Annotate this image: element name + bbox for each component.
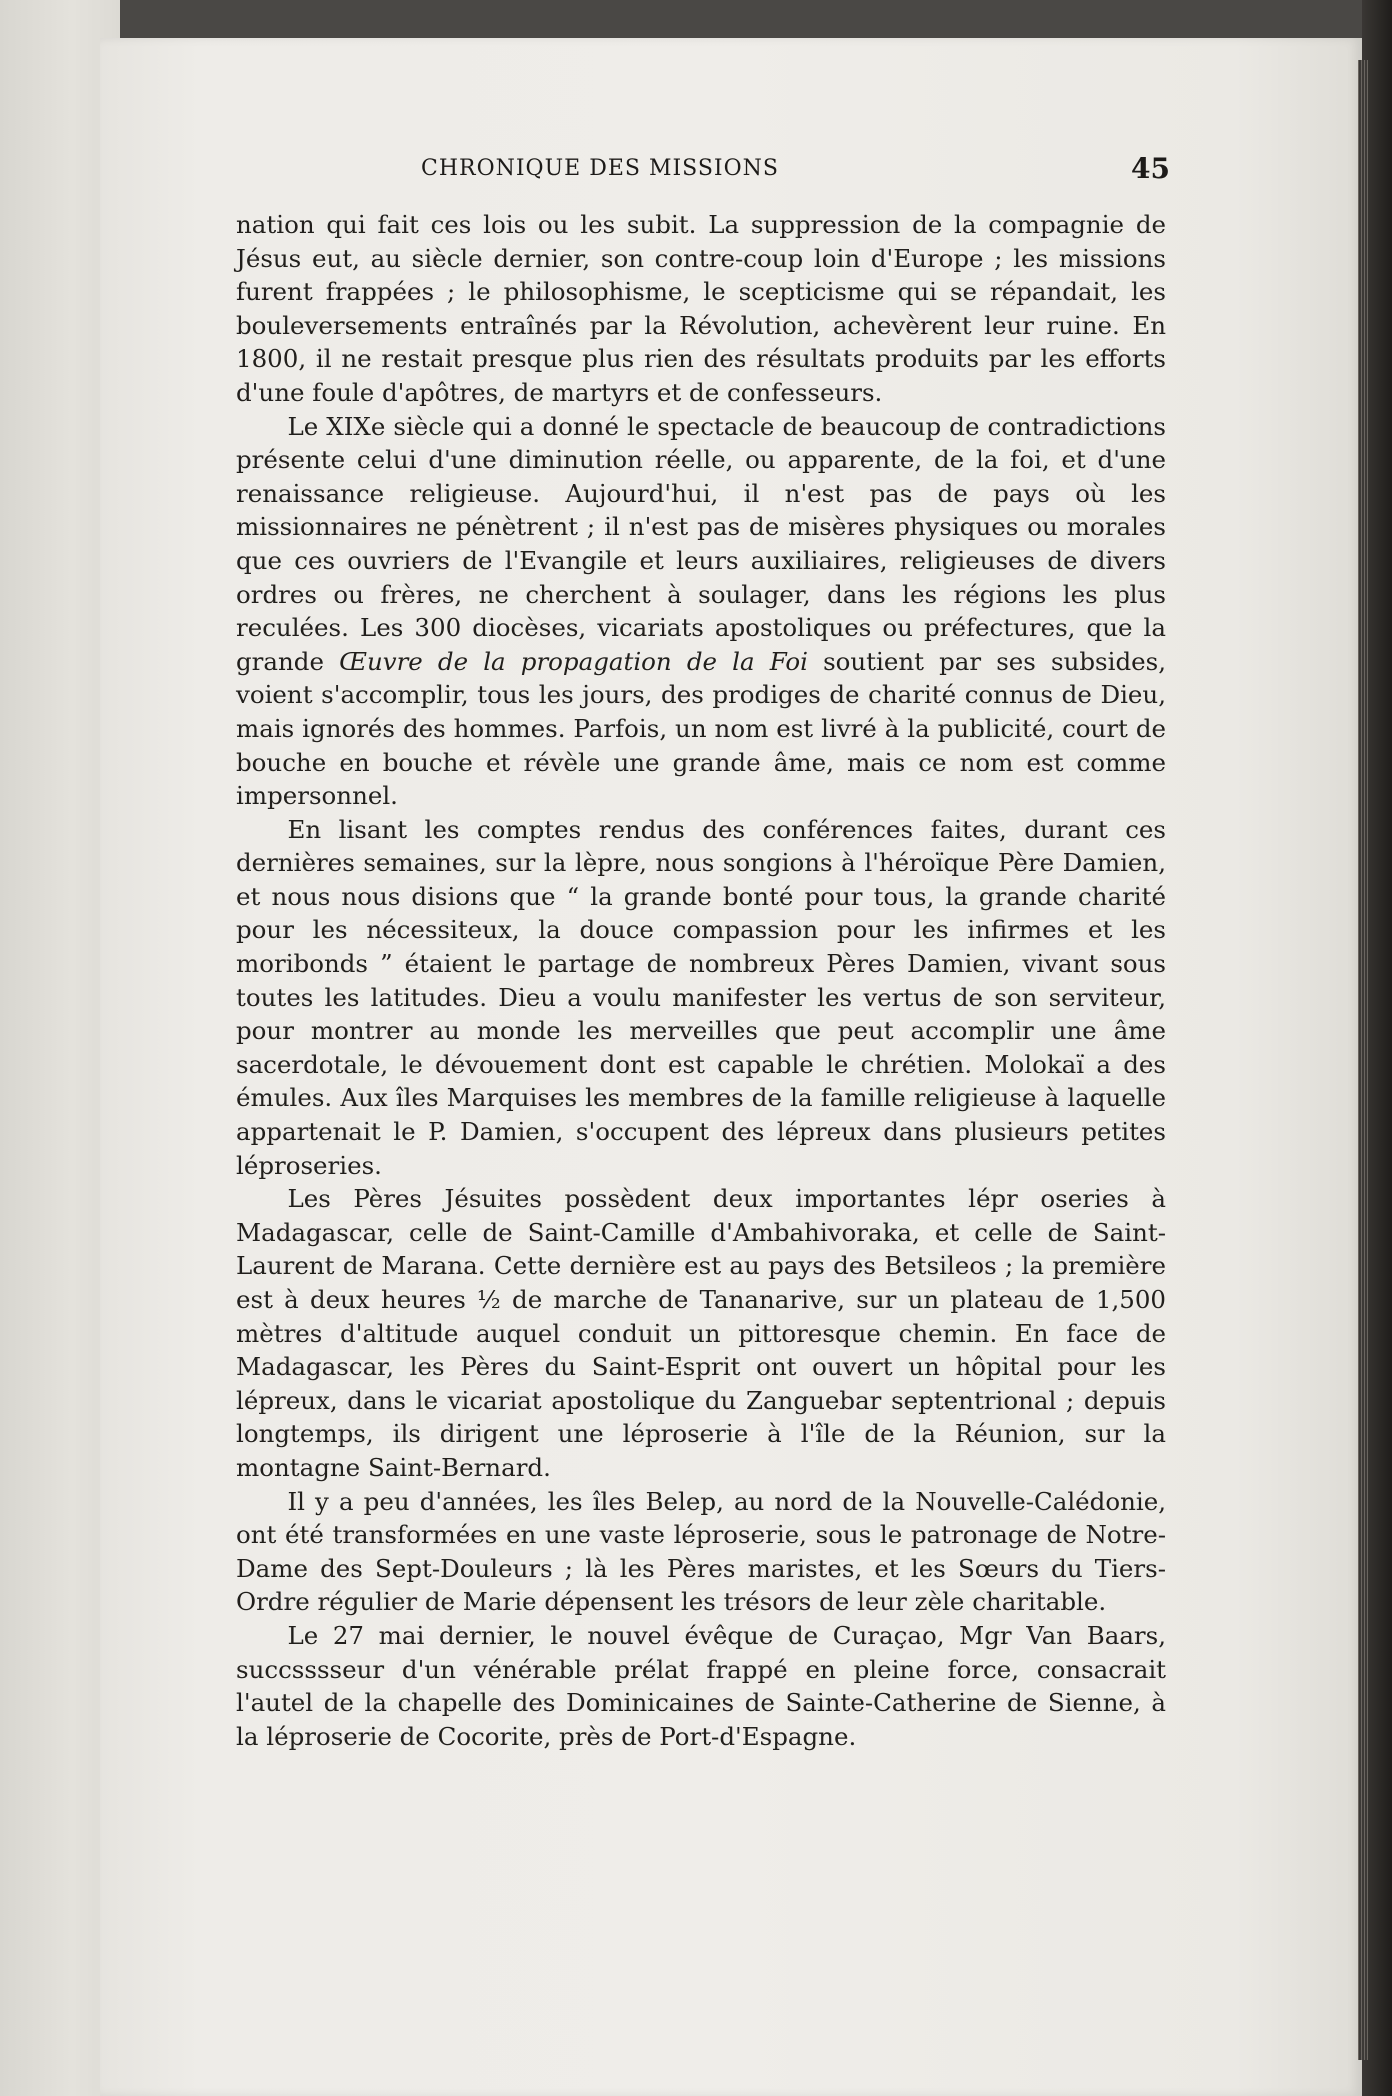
book-edge <box>1362 0 1392 2096</box>
paragraph-1: nation qui fait ces lois ou les subit. La suppression de la compagnie de Jésus eut, au siècle dernier, son contre-coup loin d'Europe ; les missions furent frappées ; le philosophisme, le scepticisme qui se répandait, les bouleversements entraînés par la Révolution, achevèrent leur ruine. En 1800, il ne restait presque plus rien des résultats produits par les efforts d'une foule d'apôtres, de martyrs et de confesseurs. <box>236 210 1166 407</box>
paragraph-2 <box>236 410 1166 813</box>
body-text <box>236 208 1166 1753</box>
paragraph-2-italic-title: Œuvre de la propagation de la Foi <box>339 646 808 676</box>
page-number: 45 <box>1131 152 1170 185</box>
running-title: CHRONIQUE DES MISSIONS <box>421 156 779 181</box>
paragraph-2-after: soutient par ses subsides, voient s'accomplir, tous les jours, des prodiges de charité connus de Dieu, mais ignorés des hommes. Parfois, un nom est livré à la publicité, court de bouche en bouche et révèle une grande âme, mais ce nom est comme impersonnel. <box>236 646 1166 811</box>
running-head <box>100 152 1170 192</box>
paragraph-2-before: Le XIXe siècle qui a donné le spectacle de beaucoup de contradictions présente celui d'une diminution réelle, ou apparente, de la foi, et d'une renaissance religieuse. Aujourd'hui, il n'est pas de pays où les missionnaires ne pénètrent ; il n'est pas de misères physiques ou morales que ces ouvriers de l'Evangile et leurs auxiliaires, religieuses de divers ordres ou frères, ne cherchent à soulager, dans les régions les plus reculées. Les 300 diocèses, vicariats apostoliques ou préfectures, que la grande <box>236 411 1166 676</box>
paragraph-5: Il y a peu d'années, les îles Belep, au nord de la Nouvelle-Calédonie, ont été transformées en une vaste léproserie, sous le patronage de Notre-Dame des Sept-Douleurs ; là les Pères maristes, et les Sœurs du Tiers-Ordre régulier de Marie dépensent les trésors de leur zèle charitable. <box>236 1486 1166 1617</box>
paragraph-4: Les Pères Jésuites possèdent deux importantes lépr oseries à Madagascar, celle de Saint-Camille d'Ambahivoraka, et celle de Saint-Laurent de Marana. Cette dernière est au pays des Betsileos ; la première est à deux heures ½ de marche de Tananarive, sur un plateau de 1,500 mètres d'altitude auquel conduit un pittoresque chemin. En face de Madagascar, les Pères du Saint-Esprit ont ouvert un hôpital pour les lépreux, dans le vicariat apostolique du Zanguebar septentrional ; depuis longtemps, ils dirigent une léproserie à l'île de la Réunion, sur la montagne Saint-Bernard. <box>236 1184 1166 1482</box>
paragraph-3: En lisant les comptes rendus des conférences faites, durant ces dernières semaines, sur la lèpre, nous songions à l'héroïque Père Damien, et nous nous disions que “ la grande bonté pour tous, la grande charité pour les nécessiteux, la douce compassion pour les infirmes et les moribonds ” étaient le partage de nombreux Pères Damien, vivant sous toutes les latitudes. Dieu a voulu manifester les vertus de son serviteur, pour montrer au monde les merveilles que peut accomplir une âme sacerdotale, le dévouement dont est capable le chrétien. Molokaï a des émules. Aux îles Marquises les membres de la famille religieuse à laquelle appartenait le P. Damien, s'occupent des lépreux dans plusieurs petites léproseries. <box>236 814 1166 1180</box>
paragraph-6: Le 27 mai dernier, le nouvel évêque de Curaçao, Mgr Van Baars, succsssseur d'un vénérable prélat frappé en pleine force, consacrait l'autel de la chapelle des Dominicaines de Sainte-Catherine de Sienne, à la léproserie de Cocorite, près de Port-d'Espagne. <box>236 1620 1166 1751</box>
page-stack-lines <box>1358 60 1368 2060</box>
